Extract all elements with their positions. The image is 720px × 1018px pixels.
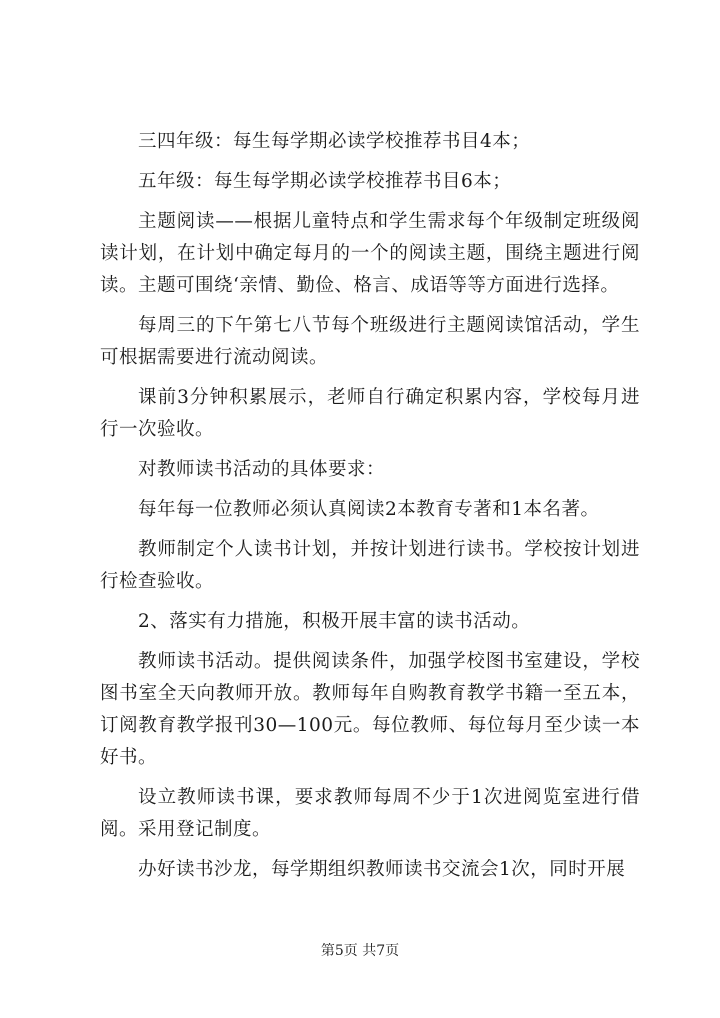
paragraph: 三四年级：每生每学期必读学校推荐书目4本； — [138, 131, 531, 152]
paragraph: 主题阅读——根据儿童特点和学生需求每个年级制定班级阅读计划，在计划中确定每月的一个的阅读主题，围绕主题进行阅读。主题可围绕‘亲情、勤俭、格言、成语等等方面进行选择。 — [100, 211, 640, 296]
paragraph: 办好读书沙龙，每学期组织教师读书交流会1次，同时开展 — [138, 859, 626, 880]
paragraph: 教师读书活动。提供阅读条件，加强学校图书室建设，学校图书室全天向教师开放。教师每年自购教育教学书籍一至五本，订阅教育教学报刊30—100元。每位教师、每位每月至少读一本好书。 — [100, 651, 640, 768]
paragraph: 设立教师读书课，要求教师每周不少于1次进阅览室进行借阅。采用登记制度。 — [100, 787, 640, 840]
document-body — [100, 126, 640, 894]
paragraph: 每年每一位教师必须认真阅读2本教育专著和1本名著。 — [138, 499, 600, 520]
page-number-footer: 第5页 共7页 — [320, 943, 400, 959]
paragraph: 对教师读书活动的具体要求： — [138, 459, 386, 480]
paragraph: 课前3分钟积累展示，老师自行确定积累内容，学校每月进行一次验收。 — [100, 387, 640, 440]
paragraph: 每周三的下午第七八节每个班级进行主题阅读馆活动，学生可根据需要进行流动阅读。 — [100, 315, 640, 368]
paragraph: 五年级：每生每学期必读学校推荐书目6本； — [138, 171, 512, 192]
paragraph: 2、落实有力措施，积极开展丰富的读书活动。 — [138, 611, 531, 632]
paragraph: 教师制定个人读书计划，并按计划进行读书。学校按计划进行检查验收。 — [100, 539, 640, 592]
